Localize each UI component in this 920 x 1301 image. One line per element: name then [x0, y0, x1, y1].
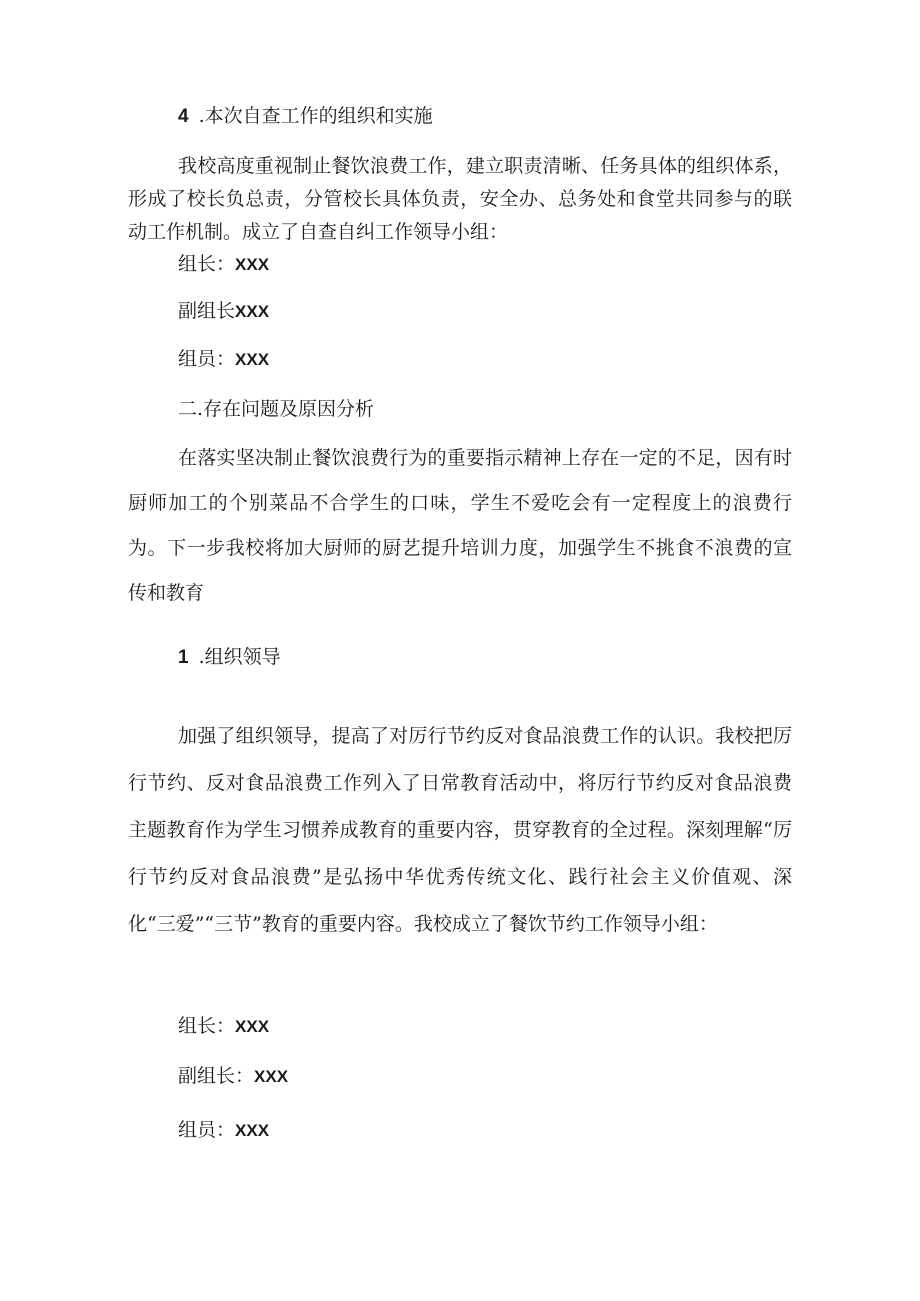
section-2-heading: 二.存在问题及原因分析 [178, 398, 375, 420]
group-2-deputy-label: 副组长： [178, 1065, 255, 1087]
group-1-member-label: 组员： [178, 348, 236, 370]
group-1-deputy-value: XXX [235, 302, 270, 321]
group-2-leader [178, 1014, 269, 1039]
group-1-member [178, 347, 269, 372]
group-2-member-label: 组员： [178, 1119, 236, 1141]
section-4-number: 4 [178, 106, 189, 127]
section-1-title: .组织领导 [198, 646, 281, 668]
group-1-leader-label: 组长： [178, 253, 236, 275]
paragraph-leadership: 加强了组织领导，提高了对厉行节约反对食品浪费工作的认识。我校把厉行节约、反对食品浪费工作列入了日常教育活动中，将厉行节约反对食品浪费主题教育作为学生习惯养成教育的重要内容，贯穿教育的全过程。深刻理解“厉行节约反对食品浪费”是弘扬中华优秀传统文化、践行社会主义价值观、深化“三爱”“三节”教育的重要内容。我校成立了餐饮节约工作领导小组： [128, 725, 792, 935]
section-1-heading [178, 645, 281, 670]
section-1-number: 1 [178, 647, 189, 668]
group-2-deputy [178, 1064, 288, 1089]
group-2-leader-label: 组长： [178, 1015, 236, 1037]
paragraph-organization: 我校高度重视制止餐饮浪费工作，建立职责清晰、任务具体的组织体系，形成了校长负总责，分管校长具体负责，安全办、总务处和食堂共同参与的联动工作机制。成立了自查自纠工作领导小组： [128, 155, 792, 243]
group-2-deputy-value: XXX [254, 1067, 289, 1086]
section-4-heading [178, 104, 433, 129]
group-1-leader [178, 252, 269, 277]
paragraph-problems: 在落实坚决制止餐饮浪费行为的重要指示精神上存在一定的不足，因有时厨师加工的个别菜品不合学生的口味，学生不爱吃会有一定程度上的浪费行为。下一步我校将加大厨师的厨艺提升培训力度，加强学生不挑食不浪费的宣传和教育 [128, 447, 792, 604]
group-1-leader-value: XXX [235, 255, 270, 274]
group-1-member-value: XXX [235, 350, 270, 369]
group-1-deputy-label: 副组长 [178, 300, 236, 322]
group-2-member [178, 1118, 269, 1143]
section-4-title: .本次自查工作的组织和实施 [198, 105, 433, 127]
group-2-leader-value: XXX [235, 1017, 270, 1036]
group-2-member-value: XXX [235, 1121, 270, 1140]
group-1-deputy [178, 299, 269, 324]
